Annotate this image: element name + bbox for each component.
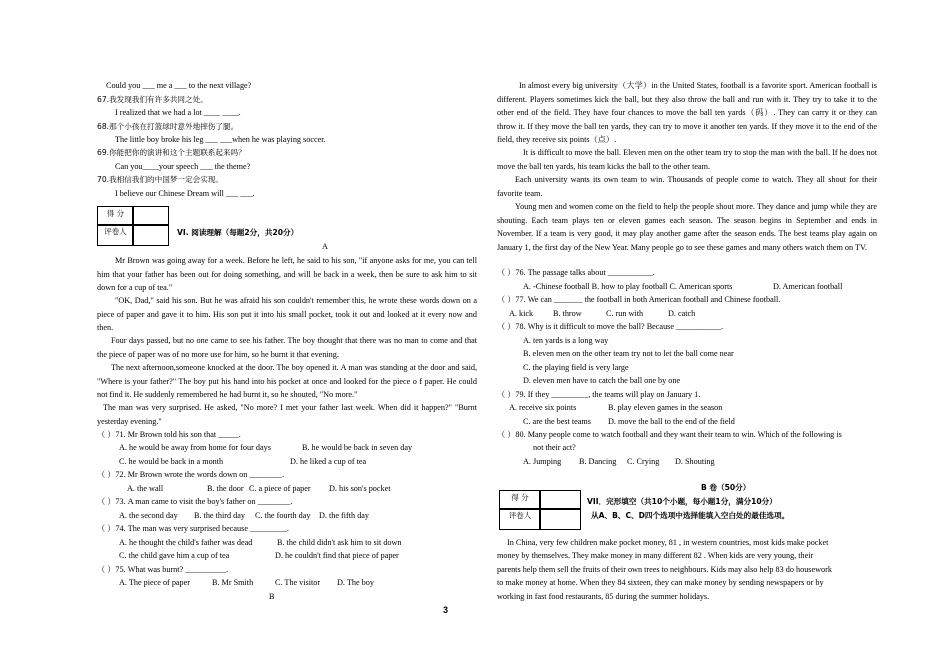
option: C. run with xyxy=(606,309,644,318)
option: D. American football xyxy=(773,282,843,291)
passage-label: A xyxy=(322,242,328,251)
question: （ ）79. If they _________, the teams will play on January 1. xyxy=(497,390,701,399)
text-line: 67.我发现我们有许多共同之处。 xyxy=(97,95,208,104)
paragraph: Four days passed, but no one came to see his father. The boy thought that there was no man to come and that the piece of paper was of no more use for him, so he burnt it that evening. xyxy=(97,336,477,359)
paragraph: Each university wants its own team to win. Thousands of people come to watch. They all shout for their favorite team. xyxy=(497,175,877,198)
option: D. the fifth day xyxy=(319,511,370,520)
option: C. he would be back in a month xyxy=(119,457,224,466)
option: D. he liked a cup of tea xyxy=(290,457,367,466)
text-line: I realized that we had a lot ____ ____. xyxy=(115,108,241,117)
option: C. Crying xyxy=(627,457,660,466)
option: A. kick xyxy=(509,309,534,318)
option: D. move the ball to the end of the field xyxy=(608,417,735,426)
option: B. eleven men on the other team try not to let the ball come near xyxy=(523,349,734,358)
paragraph: Young men and women come on the field to help the people shout more. They dance and jump while they are shouting. Each team plays ten or eleven games each season. The season begins in September and ends in November. If a team is very good, it may play another game after the season ends. The best teams play again on January 1, the first day of the New Year. Many people go to see these games and many others watch them on TV. xyxy=(497,202,877,252)
section-title: VII．完形填空（共10个小题，每小题1分，满分10分） xyxy=(587,497,777,506)
option: A. Jumping xyxy=(523,457,562,466)
option: A. he thought the child's father was dead xyxy=(119,538,253,547)
paragraph: It is difficult to move the ball. Eleven men on the other team try to stop the man with the ball. If he does not move the ball ten yards, his team kicks the ball to the other team. xyxy=(497,148,877,171)
grader-label: 评卷人 xyxy=(499,508,541,530)
option: A. The piece of paper xyxy=(119,578,191,587)
option: C. are the best teams xyxy=(523,417,591,426)
option: B. Dancing xyxy=(579,457,617,466)
option: A. the second day xyxy=(119,511,178,520)
paragraph: In almost every big university（大学）in the United States, football is a favorite sport. American football is different. Players sometimes kick the ball, but they also throw the ball and run with it. They try to take it to the other end of the field. They have four chances to move the ball ten yards（码）. They can carry it or they can throw it. If they move the ball ten yards, they can try to move it another ten yards. If they move it to the end of the field, they receive six points（点）. xyxy=(497,81,877,144)
option: C. the fourth day xyxy=(255,511,311,520)
cloze-line: parents help them sell the fruits of their own trees to neighbours. Kids may also help 83 do housework xyxy=(497,565,832,574)
text-line: Can you____your speech ___ the theme? xyxy=(115,162,251,171)
option: C. a piece of paper xyxy=(249,484,311,493)
option: C. The visitor xyxy=(275,578,321,587)
paragraph: The next afternoon,someone knocked at the door. The boy opened it. A man was standing at the door and said, "Where is your father?" The boy put his hand into his pocket at once and looked for the piece o f paper. He could not find it. He suddenly remembered he had burnt it, so he shouted, "No more." xyxy=(97,363,477,399)
section-title: VI. 阅读理解（每题2分，共20分） xyxy=(177,228,299,237)
paragraph: Mr Brown was going away for a week. Before he left, he said to his son, "if anyone asks for me, you can tell him that your father has been out for doing something, and will be back in a week, then be sure to ask him to sit down for a cup of tea." xyxy=(97,256,477,292)
grader-label: 评卷人 xyxy=(97,224,134,246)
text-line: I believe our Chinese Dream will ___ ___. xyxy=(115,189,255,198)
option: D. eleven men have to catch the ball one by one xyxy=(523,376,681,385)
option: C. the child gave him a cup of tea xyxy=(119,551,230,560)
option: D. his son's pocket xyxy=(329,484,391,493)
text-line: Could you ___ me a ___ to the next village? xyxy=(106,81,252,90)
text-line: 68.那个小孩在打篮球时意外地摔伤了腿。 xyxy=(97,122,239,131)
cloze-line: working in fast food restaurants, 85 during the summer holidays. xyxy=(497,592,710,601)
paragraph: The man was very surprised. He asked, "No more? I met your father last week. When did it happen?" "Burnt yesterday evening." xyxy=(97,403,477,426)
option: B. the door xyxy=(207,484,244,493)
question: （ ）74. The man was very surprised because _________. xyxy=(97,524,289,533)
cloze-line: money by themselves. They make money in many different 82 . When kids are very young, their xyxy=(497,551,814,560)
text-line: 70.我相信我们的中国梦一定会实现。 xyxy=(97,175,223,184)
option: A. ten yards is a long way xyxy=(523,336,609,345)
question: （ ）80. Many people come to watch football and they want their team to win. Which of the following is xyxy=(497,430,842,439)
option: D. The boy xyxy=(337,578,374,587)
question: （ ）76. The passage talks about ___________. xyxy=(497,268,655,277)
option: C. the playing field is very large xyxy=(523,363,629,372)
section-instructions: 从A、B、C、D四个选项中选择能填入空白处的最佳选项。 xyxy=(591,511,790,520)
option: B. he would be back in seven day xyxy=(302,443,413,452)
score-label: 得 分 xyxy=(97,206,134,226)
question: （ ）73. A man came to visit the boy's father on ________. xyxy=(97,497,293,506)
option: D. Shouting xyxy=(675,457,715,466)
option: D. he couldn't find that piece of paper xyxy=(275,551,399,560)
score-box xyxy=(499,490,581,530)
page-number: 3 xyxy=(443,605,449,615)
grader-blank xyxy=(132,224,169,246)
cloze-line: In China, very few children make pocket money, 81 , in western countries, most kids make pocket xyxy=(507,538,829,547)
question: （ ）72. Mr Brown wrote the words down on ________. xyxy=(97,470,285,479)
option: B. play eleven games in the season xyxy=(608,403,723,412)
question-continued: not their act? xyxy=(533,443,576,452)
paragraph: "OK, Dad," said his son. But he was afraid his son couldn't remember this, he wrote these words down on a piece of paper and gave it to him. His son put it into his small pocket, took it out and looked at it every now and then. xyxy=(97,296,477,332)
question: （ ）75. What was burnt? __________. xyxy=(97,565,229,574)
score-blank xyxy=(539,490,581,510)
option: A. -Chinese football B. how to play football C. American sports xyxy=(523,282,733,291)
option: A. receive six points xyxy=(509,403,577,412)
grader-blank xyxy=(539,508,581,530)
option: B. throw xyxy=(553,309,582,318)
question: （ ）78. Why is it difficult to move the ball? Because ___________. xyxy=(497,322,724,331)
text-line: 69.你能把你的演讲和这个主题联系起来吗？ xyxy=(97,148,246,157)
cloze-line: to make money at home. When they 84 sixteen, they can make money by sending newspapers or by xyxy=(497,578,824,587)
score-blank xyxy=(132,206,169,226)
option: B. the third day xyxy=(194,511,245,520)
question: （ ）71. Mr Brown told his son that _____. xyxy=(97,430,241,439)
option: D. catch xyxy=(668,309,696,318)
score-box xyxy=(97,206,169,246)
section-b-title: B 卷（50分） xyxy=(701,483,751,492)
option: A. he would be away from home for four days xyxy=(119,443,271,452)
text-line: The little boy broke his leg ___ ___when he was playing soccer. xyxy=(115,135,326,144)
option: B. the child didn't ask him to sit down xyxy=(277,538,402,547)
question: （ ）77. We can _______ the football in both American football and Chinese football. xyxy=(497,295,781,304)
option: B. Mr Smith xyxy=(212,578,254,587)
passage-label: B xyxy=(269,592,275,601)
option: A. the wall xyxy=(127,484,164,493)
score-label: 得 分 xyxy=(499,490,541,510)
